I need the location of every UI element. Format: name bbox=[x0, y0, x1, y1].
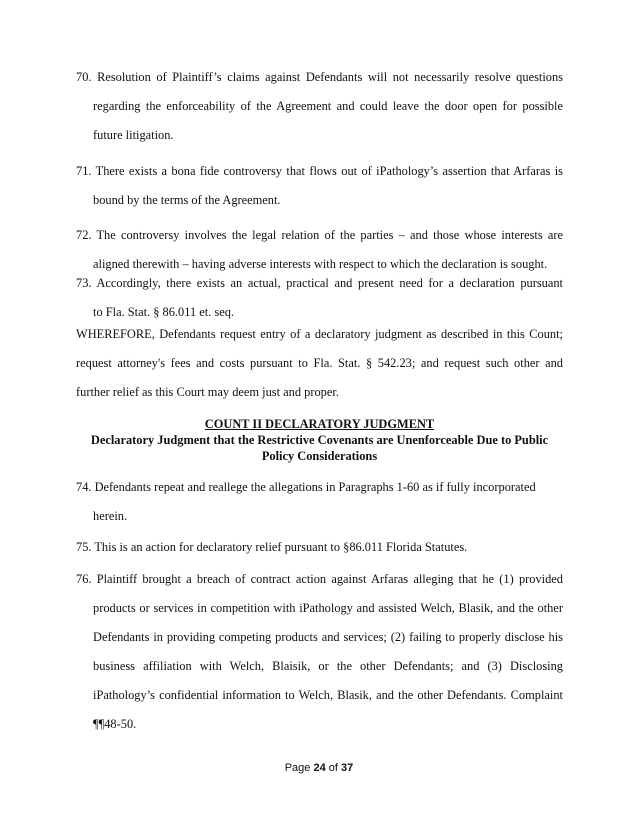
count-subtitle-line: Declaratory Judgment that the Restrictive Covenants are Unenforceable Due to Public bbox=[90, 433, 549, 447]
count-subtitle-line: Policy Considerations bbox=[261, 449, 378, 463]
footer-current-page: 24 bbox=[313, 762, 326, 774]
paragraph-line: future litigation. bbox=[93, 128, 174, 142]
paragraph-line: 75. This is an action for declaratory relief pursuant to §86.011 Florida Statutes. bbox=[76, 540, 468, 554]
paragraph-line: business affiliation with Welch, Blaisik, or the other Defendants; and (3) Disclosing bbox=[93, 659, 563, 673]
paragraph-line: regarding the enforceability of the Agreement and could leave the door open for possible bbox=[93, 99, 563, 113]
paragraph-line: further relief as this Court may deem just and proper. bbox=[76, 385, 339, 399]
paragraph-line: 71. There exists a bona fide controversy that flows out of iPathology’s assertion that Arfaras is bbox=[76, 164, 563, 178]
footer-prefix: Page bbox=[284, 762, 314, 774]
paragraph-line: products or services in competition with iPathology and assisted Welch, Blasik, and the other bbox=[93, 601, 563, 615]
paragraph-75 bbox=[76, 533, 563, 562]
paragraph-line: aligned therewith – having adverse interests with respect to which the declaration is sought. bbox=[93, 257, 548, 271]
paragraph-line: 70. Resolution of Plaintiff’s claims against Defendants will not necessarily resolve questions bbox=[76, 70, 563, 84]
wherefore-paragraph bbox=[76, 320, 563, 407]
paragraph-line: Defendants in providing competing products and services; (2) failing to properly disclose his bbox=[93, 630, 563, 644]
page-footer bbox=[0, 762, 638, 774]
paragraph-line: request attorney's fees and costs pursuant to Fla. Stat. § 542.23; and request such other and bbox=[76, 356, 563, 370]
footer-total-pages: 37 bbox=[341, 762, 354, 774]
paragraph-74 bbox=[76, 473, 563, 531]
count-heading bbox=[76, 416, 563, 464]
paragraph-line: 76. Plaintiff brought a breach of contract action against Arfaras alleging that he (1) provided bbox=[76, 572, 563, 586]
paragraph-line: 74. Defendants repeat and reallege the allegations in Paragraphs 1-60 as if fully incorporated bbox=[76, 480, 536, 494]
paragraph-70 bbox=[76, 63, 563, 150]
paragraph-line: herein. bbox=[93, 509, 128, 523]
paragraph-line: 72. The controversy involves the legal relation of the parties – and those whose interests are bbox=[76, 228, 563, 242]
paragraph-line: ¶¶48-50. bbox=[93, 717, 137, 731]
paragraph-line: bound by the terms of the Agreement. bbox=[93, 193, 281, 207]
paragraph-76 bbox=[76, 565, 563, 739]
paragraph-line: 73. Accordingly, there exists an actual, practical and present need for a declaration pursuant bbox=[76, 276, 563, 290]
count-title: COUNT II DECLARATORY JUDGMENT bbox=[204, 417, 435, 431]
footer-middle: of bbox=[325, 762, 342, 774]
paragraph-line: WHEREFORE, Defendants request entry of a declaratory judgment as described in this Count; bbox=[76, 327, 563, 341]
paragraph-line: to Fla. Stat. § 86.011 et. seq. bbox=[93, 305, 234, 319]
paragraph-73 bbox=[76, 269, 563, 327]
paragraph-71 bbox=[76, 157, 563, 215]
paragraph-line: iPathology’s confidential information to Welch, Blasik, and the other Defendants. Complaint bbox=[93, 688, 563, 702]
